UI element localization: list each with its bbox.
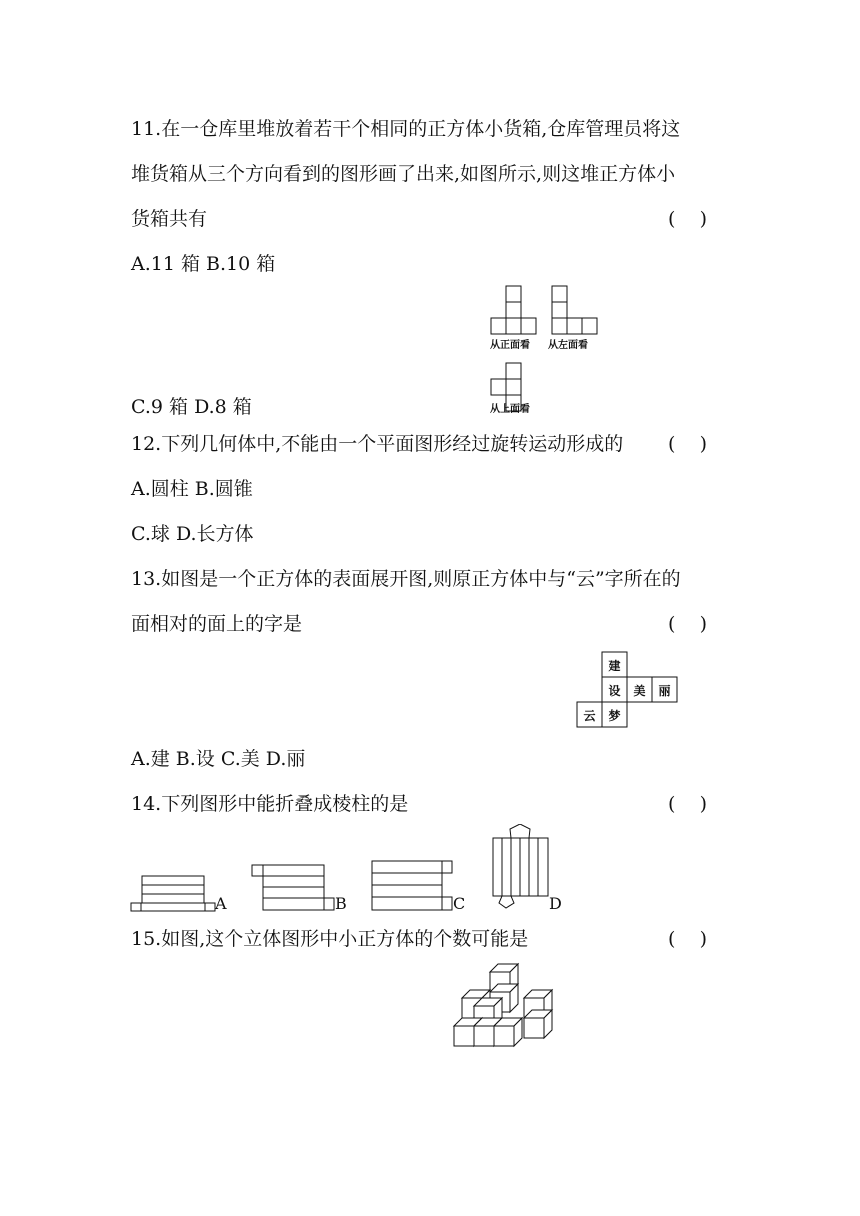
net-c [372, 861, 452, 910]
net-face-jian: 建 [608, 659, 621, 673]
q15-line1: 15.如图,这个立体图形中小正方体的个数可能是 [131, 928, 529, 950]
view-label-front: 从正面看 [490, 340, 530, 351]
q12-answer-paren: ( ) [668, 433, 707, 455]
net-label-a: A [215, 894, 227, 913]
q14-answer-paren: ( ) [668, 793, 707, 815]
net-label-b: B [335, 894, 347, 913]
q15-answer-paren: ( ) [668, 928, 707, 950]
view-label-top: 从上面看 [490, 404, 530, 415]
q15-cube-stack-figure [450, 958, 560, 1050]
net-label-c: C [453, 894, 466, 913]
net-face-she: 设 [608, 684, 621, 698]
net-b [252, 865, 334, 910]
q13-line2: 面相对的面上的字是 [131, 613, 303, 635]
q11-options-cd: C.9 箱 D.8 箱 [131, 396, 252, 418]
q12-line1: 12.下列几何体中,不能由一个平面图形经过旋转运动形成的 [131, 433, 624, 455]
net-label-d: D [549, 894, 562, 913]
q11-line2: 堆货箱从三个方向看到的图形画了出来,如图所示,则这堆正方体小 [131, 163, 676, 185]
net-face-li: 丽 [658, 684, 671, 698]
small-cube [494, 1018, 522, 1046]
q11-line1: 11.在一仓库里堆放着若干个相同的正方体小货箱,仓库管理员将这 [131, 118, 681, 140]
net-face-mei: 美 [633, 684, 646, 698]
q13-line1: 13.如图是一个正方体的表面展开图,则原正方体中与“云”字所在的 [131, 568, 681, 590]
q11-three-views-figure [486, 283, 606, 413]
q11-line3: 货箱共有 [131, 208, 208, 230]
net-face-yun: 云 [583, 709, 596, 723]
q13-answer-paren: ( ) [668, 613, 707, 635]
q12-options-cd: C.球 D.长方体 [131, 523, 254, 545]
q11-options-ab: A.11 箱 B.10 箱 [131, 253, 276, 275]
q14-nets-figure [130, 824, 570, 916]
net-a [131, 876, 215, 911]
net-face-meng: 梦 [608, 709, 621, 723]
small-cube [524, 1010, 552, 1038]
q14-line1: 14.下列图形中能折叠成棱柱的是 [131, 793, 409, 815]
q13-options: A.建 B.设 C.美 D.丽 [131, 748, 306, 770]
net-d [493, 824, 548, 908]
view-label-left: 从左面看 [548, 340, 588, 351]
q11-answer-paren: ( ) [668, 208, 707, 230]
nets-svg [130, 824, 570, 916]
q13-cube-net-figure [576, 651, 680, 729]
q12-options-ab: A.圆柱 B.圆锥 [131, 478, 253, 500]
cube-stack-svg [450, 958, 560, 1050]
